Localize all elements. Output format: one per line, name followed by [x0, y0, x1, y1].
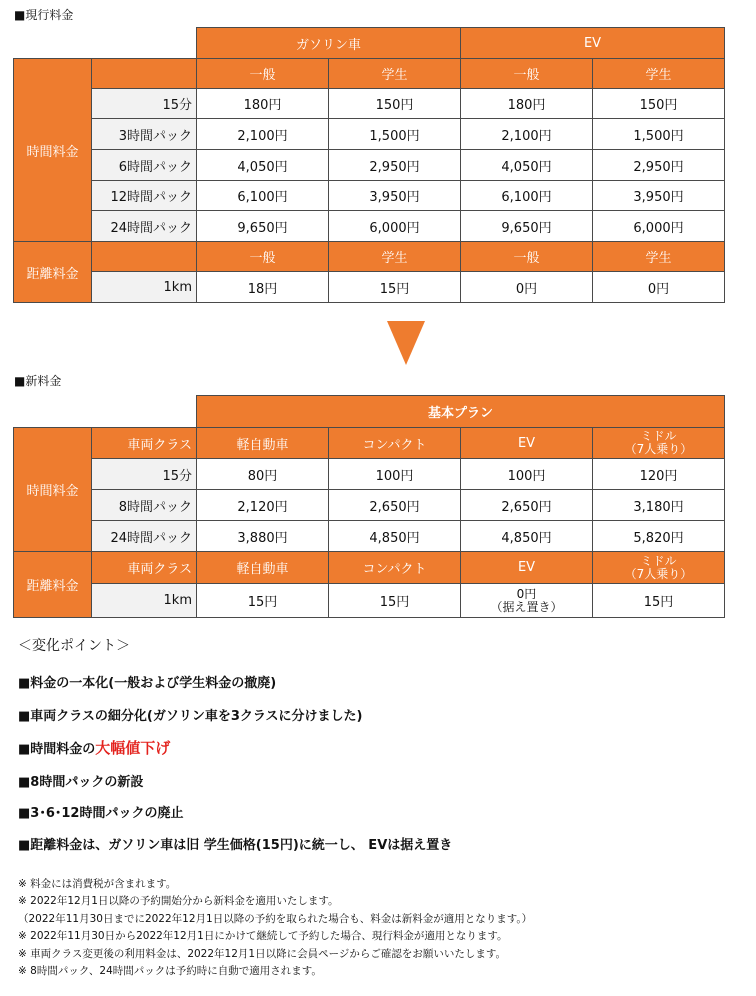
table-row [14, 150, 725, 181]
basic-plan-header: 基本プラン [197, 396, 725, 428]
class-compact: コンパクト [329, 552, 461, 584]
subheader-student: 学生 [593, 59, 725, 89]
new-section-title: ■新料金 [14, 374, 62, 388]
table-row [14, 181, 725, 211]
subheader-blank [92, 242, 197, 272]
point-item [18, 737, 170, 758]
point-item: ■料金の一本化(一般および学生料金の撤廃) [18, 676, 277, 691]
cell-value: 3,950円 [329, 181, 461, 211]
table-row [14, 490, 725, 521]
cell-value: 150円 [593, 89, 725, 119]
class-middle [593, 552, 725, 584]
row-label: 1km [92, 584, 197, 618]
cell-value: 6,000円 [593, 211, 725, 242]
cell-value: 100円 [329, 459, 461, 490]
cell-value: 4,050円 [461, 150, 593, 181]
row-label: 24時間パック [92, 211, 197, 242]
cell-value: 120円 [593, 459, 725, 490]
cell-value: 4,850円 [461, 521, 593, 552]
subheader-student: 学生 [329, 242, 461, 272]
current-section-title: ■現行料金 [14, 8, 74, 22]
footnotes [18, 876, 748, 980]
cell-value: 80円 [197, 459, 329, 490]
table-row [14, 272, 725, 303]
class-compact: コンパクト [329, 428, 461, 459]
vehicle-class-label: 車両クラス [92, 428, 197, 459]
row-label: 15分 [92, 459, 197, 490]
footnote: （2022年11月30日までに2022年12月1日以降の予約を取られた場合も、料金は新料金が適用となります。） [18, 912, 533, 925]
point-item: ■3･6･12時間パックの廃止 [18, 806, 184, 821]
table-row [14, 521, 725, 552]
group-ev: EV [461, 28, 725, 59]
footnote: ※ 2022年12月1日以降の予約開始分から新料金を適用いたします。 [18, 895, 339, 908]
cell-value-ev [461, 584, 593, 618]
cell-value: 2,950円 [593, 150, 725, 181]
ev-distance-note: （据え置き） [490, 599, 563, 614]
subheader-general: 一般 [197, 242, 329, 272]
cell-value: 5,820円 [593, 521, 725, 552]
class-middle-seats: （7人乗り） [624, 566, 693, 581]
table-row [14, 119, 725, 150]
cell-value: 6,100円 [461, 181, 593, 211]
row-label: 6時間パック [92, 150, 197, 181]
down-arrow-icon [387, 321, 425, 365]
distance-fee-label: 距離料金 [14, 242, 92, 303]
cell-value: 18円 [197, 272, 329, 303]
row-label: 15分 [92, 89, 197, 119]
subheader-general: 一般 [197, 59, 329, 89]
time-fee-label: 時間料金 [14, 428, 92, 552]
point-item: ■8時間パックの新設 [18, 775, 144, 790]
cell-value: 1,500円 [593, 119, 725, 150]
footnote: ※ 2022年11月30日から2022年12月1日にかけて継続して予約した場合、現行料金が適用となります。 [18, 930, 508, 943]
group-gasoline: ガソリン車 [197, 28, 461, 59]
class-ev: EV [461, 428, 593, 459]
point-item: ■距離料金は、ガソリン車は旧 学生価格(15円)に統一し、 EVは据え置き [18, 838, 453, 853]
point-item: ■車両クラスの細分化(ガソリン車を3クラスに分けました) [18, 709, 363, 724]
footnote: ※ 車両クラス変更後の利用料金は、2022年12月1日以降に会員ページからご確認をお願いいたします。 [18, 947, 507, 960]
cell-value: 9,650円 [197, 211, 329, 242]
table-row [14, 89, 725, 119]
cell-value: 2,650円 [461, 490, 593, 521]
cell-value: 6,000円 [329, 211, 461, 242]
row-label: 1km [92, 272, 197, 303]
cell-value: 0円 [593, 272, 725, 303]
emphasis-text: 大幅値下げ [95, 739, 171, 757]
table-row [14, 211, 725, 242]
new-rate-table [13, 395, 725, 618]
row-label: 12時間パック [92, 181, 197, 211]
point-text: ■時間料金の [18, 742, 96, 757]
cell-value: 3,950円 [593, 181, 725, 211]
cell-value: 2,100円 [197, 119, 329, 150]
class-middle [593, 428, 725, 459]
footnote: ※ 料金には消費税が含まれます。 [18, 878, 177, 890]
row-label: 3時間パック [92, 119, 197, 150]
subheader-blank [92, 59, 197, 89]
change-points [18, 635, 738, 853]
time-fee-label: 時間料金 [14, 59, 92, 242]
class-middle-seats: （7人乗り） [624, 442, 693, 456]
subheader-general: 一般 [461, 59, 593, 89]
class-kei: 軽自動車 [197, 428, 329, 459]
cell-value: 1,500円 [329, 119, 461, 150]
cell-value: 150円 [329, 89, 461, 119]
corner-blank [14, 28, 197, 59]
cell-value: 9,650円 [461, 211, 593, 242]
cell-value: 6,100円 [197, 181, 329, 211]
cell-value: 2,100円 [461, 119, 593, 150]
cell-value: 2,650円 [329, 490, 461, 521]
class-ev: EV [461, 552, 593, 584]
cell-value: 15円 [593, 584, 725, 618]
ev-distance-price: 0円 [516, 586, 537, 601]
cell-value: 100円 [461, 459, 593, 490]
cell-value: 2,120円 [197, 490, 329, 521]
subheader-general: 一般 [461, 242, 593, 272]
table-row [14, 459, 725, 490]
cell-value: 0円 [461, 272, 593, 303]
current-rate-table [13, 27, 725, 303]
class-kei: 軽自動車 [197, 552, 329, 584]
cell-value: 4,850円 [329, 521, 461, 552]
row-label: 24時間パック [92, 521, 197, 552]
cell-value: 15円 [329, 584, 461, 618]
subheader-student: 学生 [593, 242, 725, 272]
change-points-heading: ＜変化ポイント＞ [18, 638, 130, 654]
footnote: ※ 8時間パック、24時間パックは予約時に自動で適用されます。 [18, 965, 322, 978]
cell-value: 3,880円 [197, 521, 329, 552]
cell-value: 180円 [461, 89, 593, 119]
cell-value: 2,950円 [329, 150, 461, 181]
row-label: 8時間パック [92, 490, 197, 521]
class-middle-name: ミドル [640, 429, 677, 443]
cell-value: 15円 [329, 272, 461, 303]
cell-value: 180円 [197, 89, 329, 119]
cell-value: 4,050円 [197, 150, 329, 181]
cell-value: 3,180円 [593, 490, 725, 521]
distance-fee-label: 距離料金 [14, 552, 92, 618]
class-middle-name: ミドル [640, 553, 677, 568]
table-row [14, 584, 725, 618]
cell-value: 15円 [197, 584, 329, 618]
subheader-student: 学生 [329, 59, 461, 89]
corner-blank [14, 396, 197, 428]
vehicle-class-label: 車両クラス [92, 552, 197, 584]
